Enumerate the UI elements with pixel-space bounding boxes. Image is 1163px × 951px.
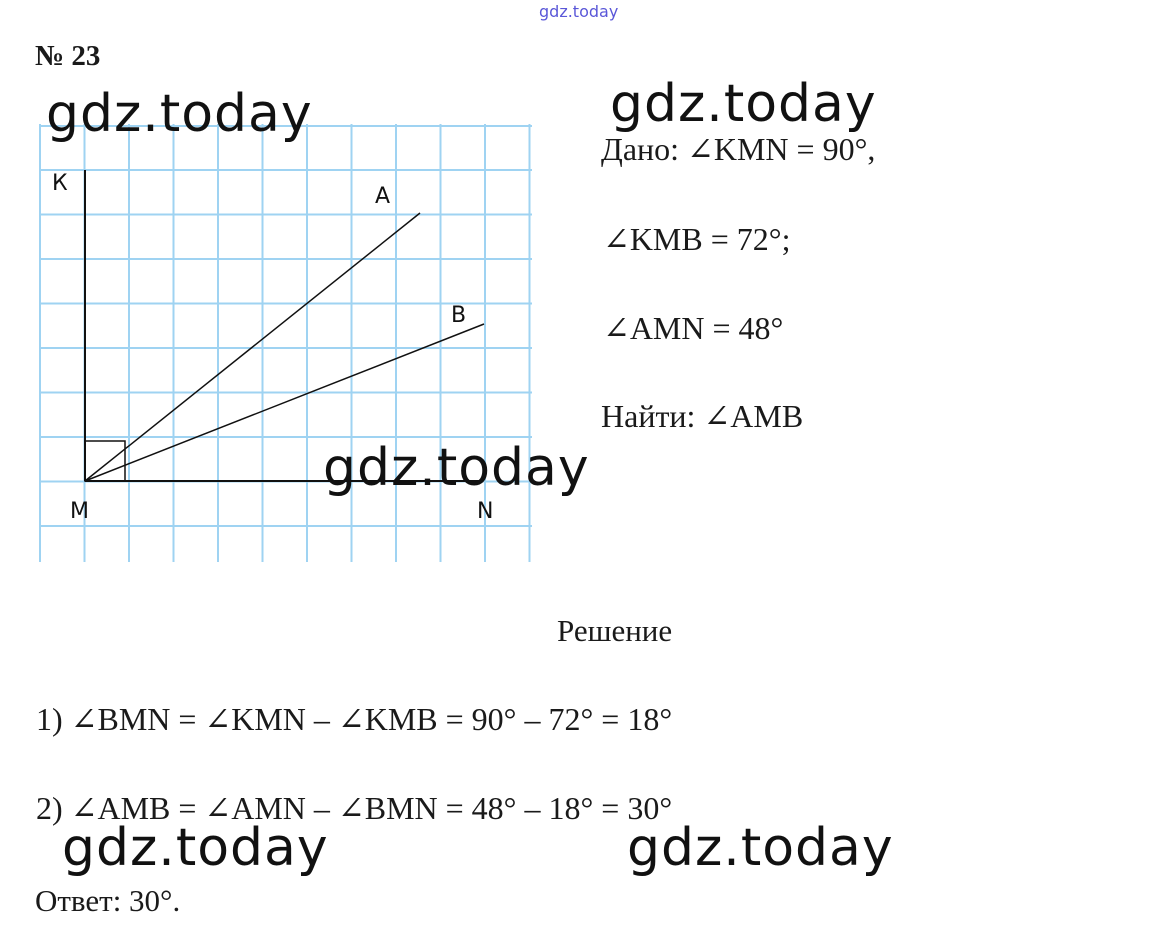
label-k: К bbox=[52, 171, 68, 196]
label-b: B bbox=[451, 303, 467, 328]
label-m: M bbox=[70, 499, 89, 524]
given-line-3: ∠AMN = 48° bbox=[603, 310, 784, 346]
right-angle-mark bbox=[85, 441, 125, 481]
solution-step-1: 1) ∠BMN = ∠KMN – ∠KMB = 90° – 72° = 18° bbox=[36, 701, 673, 737]
watermark: gdz.today bbox=[46, 84, 313, 144]
label-n: N bbox=[477, 499, 494, 524]
label-a: A bbox=[375, 184, 391, 209]
watermark: gdz.today bbox=[323, 438, 590, 498]
watermark: gdz.today bbox=[627, 818, 894, 878]
solution-step-2: 2) ∠AMB = ∠AMN – ∠BMN = 48° – 18° = 30° bbox=[36, 790, 673, 826]
top-watermark: gdz.today bbox=[539, 2, 619, 21]
solution-title: Решение bbox=[557, 613, 673, 648]
watermark: gdz.today bbox=[62, 818, 329, 878]
given-line-2: ∠KMB = 72°; bbox=[603, 221, 791, 257]
given-line-1: Дано: ∠KMN = 90°, bbox=[601, 131, 876, 167]
find-line: Найти: ∠AMB bbox=[601, 398, 804, 434]
problem-number: № 23 bbox=[35, 40, 101, 72]
watermark: gdz.today bbox=[610, 74, 877, 134]
answer-line: Ответ: 30°. bbox=[35, 883, 181, 918]
